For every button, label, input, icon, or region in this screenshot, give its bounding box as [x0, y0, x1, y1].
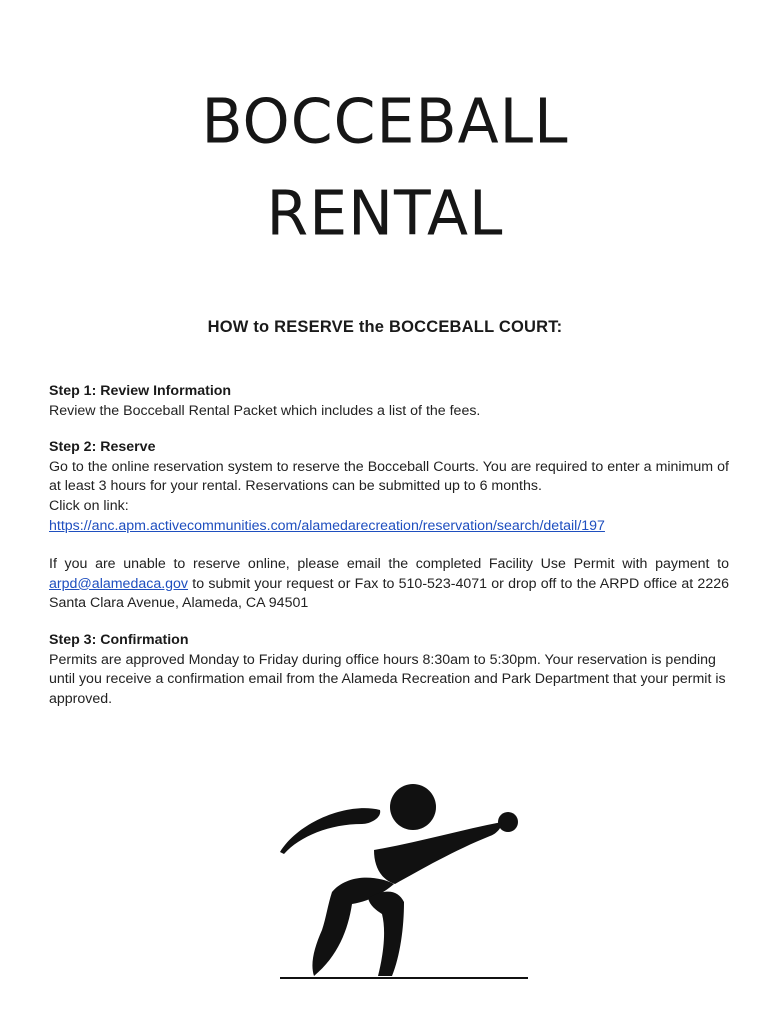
title-line-1: BOCCEBALL: [201, 86, 569, 158]
instructions: [49, 382, 729, 709]
alternative-section: [49, 555, 729, 614]
step-3-title: Step 3: Confirmation: [49, 631, 189, 648]
step-3-section: [49, 631, 729, 709]
email-link[interactable]: arpd@alamedaca.gov: [49, 575, 189, 592]
figure-back-arm: [280, 808, 380, 854]
step-1-section: [49, 382, 729, 421]
alternative-text: [49, 555, 729, 614]
alternative-after: to submit your request or Fax to 510-523-4071 or drop off to the ARPD office at 2226 Santa Clara Avenue, Alameda, CA 94501: [49, 575, 729, 612]
step-2-text: Go to the online reservation system to reserve the Bocceball Courts. You are required to enter a minimum of at least 3 hours for your rental. Reservations can be submitted up to 6 months.: [49, 458, 729, 495]
subheading: HOW to RESERVE the BOCCEBALL COURT:: [207, 318, 563, 336]
title-line-2: RENTAL: [266, 178, 504, 250]
step-2-section: [49, 438, 729, 536]
step-3-text: Permits are approved Monday to Friday during office hours 8:30am to 5:30pm. Your reservation is pending until you receive a confirmation email from the Alameda Recreation and Park Department that your permit is approved.: [49, 651, 726, 707]
bocce-player-pictogram-icon: [270, 780, 530, 990]
reservation-link[interactable]: https://anc.apm.activecommunities.com/alamedarecreation/reservation/search/detail/197: [49, 517, 605, 534]
figure-front-leg: [368, 892, 404, 976]
step-2-title: Step 2: Reserve: [49, 439, 156, 456]
step-1-title: Step 1: Review Information: [49, 383, 232, 399]
figure-ball: [498, 812, 518, 832]
step-1-text: Review the Bocceball Rental Packet which includes a list of the fees.: [49, 402, 481, 419]
figure-torso-arm: [374, 822, 502, 884]
click-label: Click on link:: [49, 497, 129, 514]
alternative-before: If you are unable to reserve online, please email the completed Facility Use Permit with payment to: [49, 556, 729, 573]
figure-head: [390, 784, 436, 830]
